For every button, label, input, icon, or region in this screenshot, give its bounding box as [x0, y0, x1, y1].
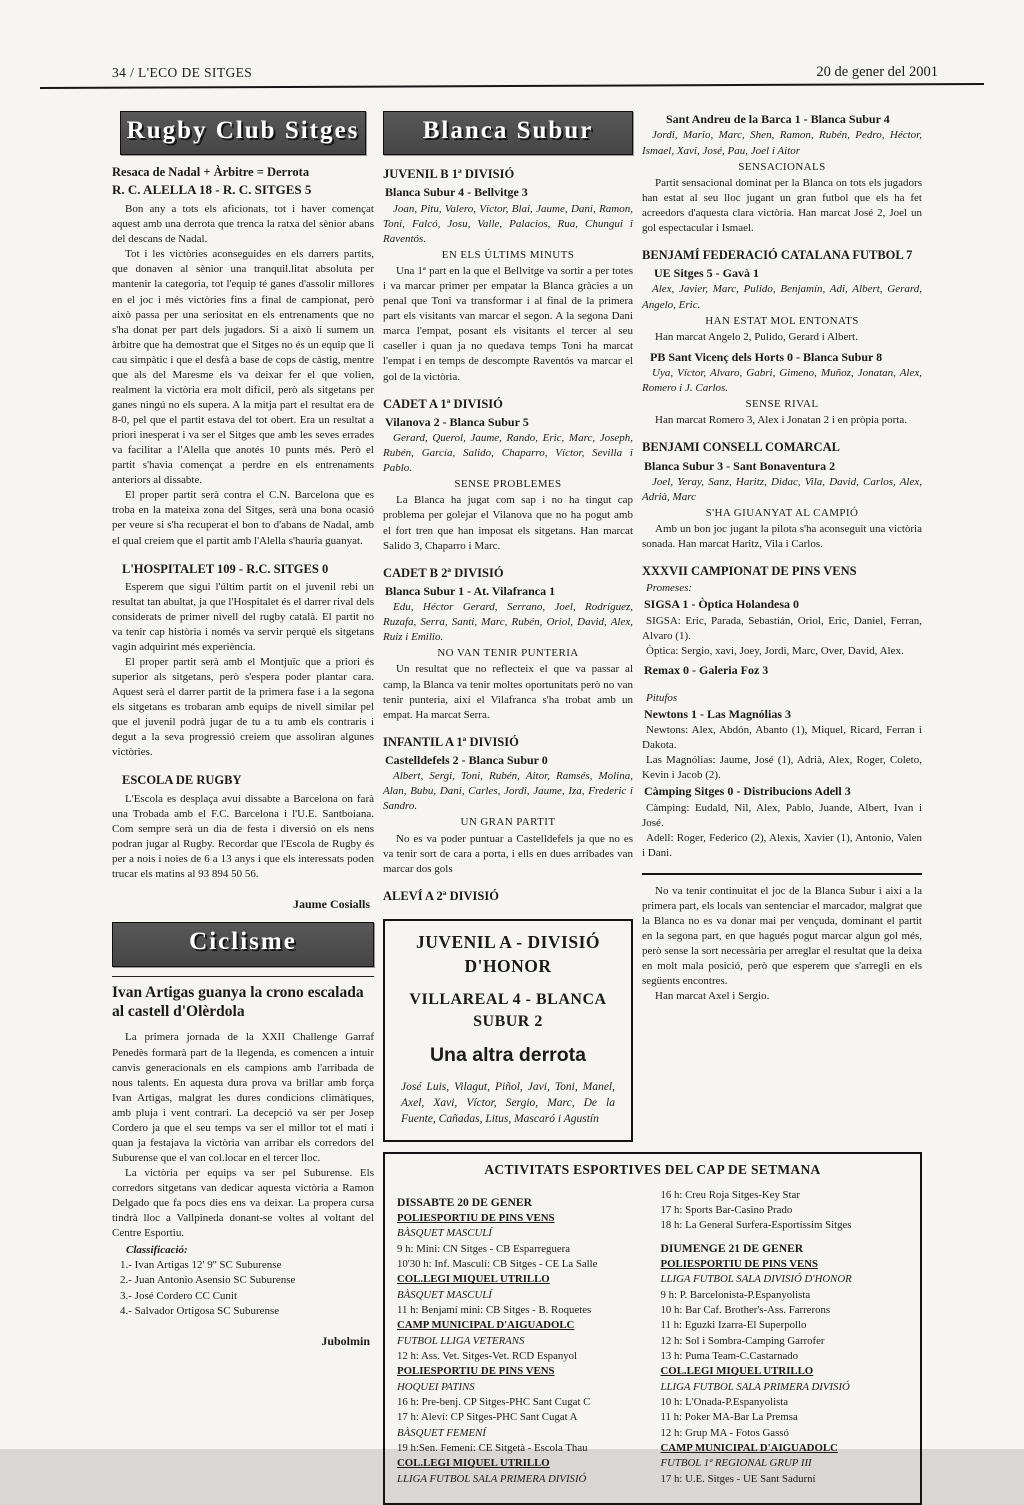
activities-sunday-column — [661, 1188, 909, 1487]
match-body: Un resultat que no reflecteix el que va passar al camp, la Blanca va tenir moltes oportunitats però no van tenir punteria, així el Vilafranca s'ha trobat amb un empat. Ha marcat Serra. — [383, 663, 633, 721]
match-score: UE Sitges 5 - Gavà 1 — [654, 266, 759, 280]
match-report-infantil-a — [383, 734, 633, 877]
activity-line: 16 h: Pre-benj. CP Sitges-PHC Sant Cugat C — [397, 1395, 591, 1408]
match-score: Remax 0 - Galeria Foz 3 — [644, 663, 769, 678]
match-subhead: EN ELS ÚLTIMS MINUTS — [441, 249, 575, 261]
match-score: Sant Andreu de la Barca 1 - Blanca Subur 4 — [666, 112, 890, 126]
promeses-label: Promeses: — [646, 582, 693, 595]
activity-line: LLIGA FUTBOL SALA PRIMERA DIVISIÓ — [660, 1380, 850, 1393]
match-score: SIGSA 1 - Òptica Holandesa 0 — [644, 597, 800, 612]
activity-line: HOQUEI PATINS — [397, 1380, 475, 1393]
match-body: Han marcat Romero 3, Alex i Jonatan 2 i en pròpia porta. — [655, 414, 908, 427]
activity-line: 10 h: Bar Caf. Brother's-Ass. Farrerons — [660, 1303, 831, 1316]
player-list: Gerard, Querol, Jaume, Rando, Eric, Marc, Joseph, Rubén, García, Salido, Chaparro, Víctor, Sevilla i Pablo. — [383, 432, 633, 475]
activity-line: CAMP MUNICIPAL D'AIGUADOLC — [660, 1441, 838, 1454]
match-body: La Blanca ha jugat com sap i no ha tingut cap problema per golejar el Vilanova que no ha pogut amb el fort tren que han imposat els sitgetans. Han marcat Salido 3, Chaparro i Marc. — [383, 494, 633, 552]
match-score: PB Sant Vicenç dels Horts 0 - Blanca Subur 8 — [650, 349, 883, 364]
feature-title: JUVENIL A - DIVISIÓ D'HONOR — [415, 931, 601, 976]
activity-line: BÀSQUET MASCULÍ — [397, 1227, 492, 1240]
activity-line: 11 h: Eguzki Izarra-El Superpollo — [660, 1319, 807, 1332]
activity-line: 10 h: L'Onada-P.Espanyolista — [660, 1395, 789, 1408]
team-line: Las Magnólias: Jaume, José (1), Adrià, Alex, Roger, Coleto, Kevin i Jacob (2). — [642, 754, 922, 782]
team-line: Òptica: Sergio, xavi, Joey, Jordi, Marc, Over, David, Alex. — [646, 645, 904, 657]
match-report-benjami-federacio — [642, 247, 922, 345]
team-line: Càmping: Eudald, Nil, Alex, Pablo, Juande, Albert, Ivan i José. — [642, 801, 922, 829]
player-list: Joel, Yeray, Sanz, Haritz, Didac, Vila, David, Carlos, Alex, Adrià, Marc — [642, 475, 922, 503]
match-report-cadet-a — [383, 396, 633, 554]
player-list: Edu, Héctor Gerard, Serrano, Joel, Rodríguez, Ruzafa, Serra, Santi, Marc, Rubén, Oriol, David, Alex, Ruiz i Emilio. — [383, 601, 633, 644]
campionat-title: XXXVII CAMPIONAT DE PINS VENS — [642, 564, 857, 579]
activity-line: POLIESPORTIU DE PINS VENS — [397, 1365, 555, 1378]
middle-column — [383, 111, 633, 1142]
rugby-paragraph: Bon any a tots els aficionats, tot i haver començat aquest amb una derrota que trenca la ratxa del sènior abans del descans de Nadal. — [112, 203, 374, 246]
rugby-byline: Jaume Cosialls — [292, 896, 370, 911]
match-body: Una 1ª part en la que el Bellvitge va sortir a per totes i va marcar primer per empatar la Blanca gràcies a un penal que Toni va transformar i al final de la primera part els visitants van marcar el segon. A la segona Dani marca l'empat, posant els visitants el tercer al seu caseller i quan ja no quedava temps Toni ha marcat l'empat i en temps de descompte Raventós va marcar el gol de la victòria. — [383, 265, 633, 383]
activity-line: POLIESPORTIU DE PINS VENS — [660, 1257, 819, 1270]
page-content — [112, 111, 922, 1505]
classification-list — [112, 1258, 374, 1318]
hospitalet-paragraph: Esperem que sigui l'últim partit on el juvenil rebi un resultat tan abultat, ja que l'Hospitalet és el darrer rival dels considerats de primer nivell del rugby català. El partit no va tenir cap història i només va servir perquè els sitgetans vagin adquirint més experiència. — [112, 580, 374, 653]
activity-line: 9 h: P. Barcelonista-P.Espanyolista — [660, 1288, 811, 1301]
classification-entry: 4.- Salvador Ortigosa SC Suburense — [120, 1304, 280, 1317]
activity-line: FUTBOL LLIGA VETERANS — [397, 1334, 525, 1347]
ciclisme-section-banner: Ciclisme — [112, 922, 374, 966]
ciclisme-byline: Jubolmin — [321, 1333, 370, 1348]
activity-line: 12 h: Grup MA - Fotos Gassó — [660, 1426, 789, 1439]
match-body: No es va poder puntuar a Castelldefels ja que no es va tenir sort de cara a porta, i ells en dues arribades van marcar dos gols — [383, 832, 633, 875]
activity-line: 11 h: Benjamí mini: CB Sitges - B. Roquetes — [397, 1303, 592, 1316]
activity-line: 17 h: Aleví: CP Sitges-PHC Sant Cugat A — [397, 1411, 578, 1424]
match-category: CADET B 2ª DIVISIÓ — [383, 565, 504, 580]
match-score: Blanca Subur 1 - At. Vilafranca 1 — [385, 583, 556, 598]
right-column — [642, 111, 922, 1142]
activity-line: COL.LEGI MIQUEL UTRILLO — [660, 1365, 814, 1378]
match-report-juvenil-b — [383, 166, 633, 384]
match-category: INFANTIL A 1ª DIVISIÓ — [383, 734, 519, 749]
match-report-sant-andreu — [642, 111, 922, 236]
activity-line: 17 h: U.E. Sitges - UE Sant Sadurní — [660, 1472, 816, 1485]
match-subhead: S'HA GIUANYAT AL CAMPIÓ — [705, 507, 859, 520]
ciclisme-paragraph: La victòria per equips va ser pel Suburense. Els corredors sitgetans van dedicar aquesta victòria a Ramon Delgado que fa pocs dies ens va deixar. La propera cursa tindrà lloc a Vallpineda donant-se voltes al voltant del Centre Esportiu. — [112, 1167, 374, 1240]
match-body: Han marcat Angelo 2, Pulido, Gerard i Albert. — [655, 330, 858, 343]
team-line: SIGSA: Eric, Parada, Sebastián, Oriol, Eric, Daniel, Ferran, Alvaro (1). — [642, 614, 922, 642]
rugby-lead-score: R. C. ALELLA 18 - R. C. SITGES 5 — [112, 182, 312, 198]
match-category: BENJAMÍ FEDERACIÓ CATALANA FUTBOL 7 — [642, 247, 913, 262]
activity-line: BÀSQUET MASCULÍ — [397, 1288, 492, 1301]
activity-line: CAMP MUNICIPAL D'AIGUADOLC — [397, 1319, 575, 1332]
activity-line: 16 h: Creu Roja Sitges-Key Star — [660, 1188, 800, 1201]
rugby-section-banner: Rugby Club Sitges — [120, 111, 366, 155]
juvenil-a-feature — [383, 919, 633, 1142]
match-subhead: NO VAN TENIR PUNTERIA — [437, 647, 579, 660]
activity-line: COL.LEGI MIQUEL UTRILLO — [397, 1273, 550, 1286]
activity-line: 17 h: Sports Bar-Casino Prado — [660, 1203, 793, 1216]
match-body: Amb un bon joc jugant la pilota s'ha aconseguit una victòria sonada. Han marcat Haritz, Vila i Carlos. — [642, 523, 922, 551]
match-subhead: SENSE PROBLEMES — [454, 478, 562, 491]
activity-line: 12 h: Sol i Sombra-Camping Garrofer — [660, 1334, 825, 1347]
ciclisme-headline: Ivan Artigas guanya la crono escalada al castell d'Olèrdola — [112, 983, 364, 1020]
rugby-paragraph: El proper partit serà contra el C.N. Barcelona que es troba en la mateixa zona del Sitges, serà una bona ocasió per veure si s'ha recuperat el bon to d'abans de Nadal, amb el qual creiem que el partit amb l'Alella s'hauria guanyat. — [112, 489, 374, 547]
match-score: Castelldefels 2 - Blanca Subur 0 — [385, 752, 548, 767]
escola-title: ESCOLA DE RUGBY — [122, 773, 242, 788]
ciclisme-rule — [112, 976, 374, 977]
match-report-benjami-consell — [642, 439, 922, 552]
player-list: Albert, Sergi, Toni, Rubén, Aitor, Ramsés, Molina, Alan, Bubu, Dani, Carles, Jordi, Jaume, Iza, Frederic i Sandro. — [383, 770, 633, 813]
rugby-lead-title: Resaca de Nadal + Àrbitre = Derrota — [112, 165, 310, 180]
player-list: Alex, Javier, Marc, Pulido, Benjamín, Adi, Albert, Gerard, Angelo, Eric. — [642, 283, 922, 311]
ciclisme-paragraph: La primera jornada de la XXII Challenge Garraf Penedès formarà part de la llegenda, es comencen a intuir canvis generacionals en els campions amb l'arribada de nous talents. En aquesta dura prova va brillar amb força Ivan Artigas, malgrat les dures condicions climàtiques, amb pluja i vent contrari. La decepció va ser per Josep Cordero ja que el seu temps va ser el millor tot el matí i quan ja festajava la victòria van arribar els corredors del Suburense que el van col.locar en el tercer lloc. — [112, 1031, 374, 1164]
rugby-paragraph: Tot i les victòries aconseguides en els darrers partits, que donaven al sènior una tranquil.litat absoluta per mantenir la categoria, tot l'equip té ganes d'assolir millores en el joc i més victòries fins a final de campionat, però això passa per una seriositat en els entrenaments que no s'ha donat per part dels jugadors. Si a això li sumem un àrbitre que ha demostrat que el Sitges no és un equip que li cau simpàtic i que el desfà a base de cops de càstig, mentre que als del Maresme els va deixar fer el que volien, realment la victòria era molt difícil, però als sitgetans per ganes ningú no els supera. A la mitja part el resultat era de 8-0, pel que el partit estava del tot obert. Era un resultat a priori inesperat i va ser el Sitges que amb les seves errades va facilitar a l'Alella que anotés 10 punts més. Però el partit s'havia començat a perdre en els entrenaments anteriors al dissabte. — [112, 248, 374, 487]
escola-paragraph: L'Escola es desplaça avui dissabte a Barcelona on farà una Trobada amb el F.C. Barcelona i l'U.E. Santboiana. Com sempre serà un dia de festa i diversió on els nens podran jugar al Rugby. Recordar que l'Escola de Rugby és per a nois i noies de 6 a 13 anys i que els interessats poden trucar els matins al 93 894 50 56. — [112, 792, 374, 880]
activity-line: COL.LEGI MIQUEL UTRILLO — [397, 1457, 550, 1470]
activity-line: LLIGA FUTBOL SALA DIVISIÓ D'HONOR — [660, 1273, 852, 1286]
activity-line: 13 h: Puma Team-C.Castarnado — [660, 1349, 799, 1362]
activity-line: 10'30 h: Inf. Masculí: CB Sitges - CE La Salle — [397, 1257, 598, 1270]
left-column — [112, 111, 374, 1505]
activities-saturday-column — [397, 1188, 645, 1487]
hospitalet-score: L'HOSPITALET 109 - R.C. SITGES 0 — [122, 561, 329, 576]
team-line: Adell: Roger, Federico (2), Alexis, Xavier (1), Antonio, Valen i Dani. — [642, 831, 922, 859]
match-score: Newtons 1 - Las Magnólias 3 — [644, 706, 792, 721]
activities-columns — [397, 1188, 908, 1487]
activity-line: LLIGA FUTBOL SALA PRIMERA DIVISIÓ — [397, 1472, 587, 1485]
closing-scorers: Han marcat Axel i Sergio. — [655, 990, 770, 1003]
classification-entry: 1.- Ivan Artigas 12' 9'' SC Suburense — [120, 1259, 282, 1272]
activity-line: POLIESPORTIU DE PINS VENS — [397, 1211, 555, 1224]
campionat-pins-vens — [642, 563, 922, 861]
classification-label: Classificació: — [126, 1244, 188, 1257]
team-line: Newtons: Alex, Abdón, Abanto (1), Miquel, Ricard, Ferran i Dakota. — [642, 724, 922, 752]
match-subhead: HAN ESTAT MOL ENTONATS — [705, 314, 859, 327]
match-category: JUVENIL B 1ª DIVISIÓ — [383, 167, 515, 182]
match-body: Partit sensacional dominat per la Blanca on tots els jugadors han estat al seu lloc jugant un gran futbol que els ha fet acreedors d'aquesta clara victòria. Han marcat José 2, Joel un gol espectacular i Ismael. — [642, 176, 922, 234]
weekend-activities-box — [383, 1152, 922, 1505]
player-list: Joan, Pitu, Valero, Víctor, Blai, Jaume, Dani, Ramon, Toni, Falcó, Josu, Valle, Palacios, Rua, Chungui i Raventós. — [383, 202, 633, 245]
blanca-subur-section-banner: Blanca Subur — [383, 111, 633, 155]
match-category: BENJAMI CONSELL COMARCAL — [642, 440, 840, 455]
match-subhead: SENSACIONALS — [738, 160, 826, 173]
juvenil-a-closing-report — [642, 873, 922, 1005]
pitufos-label: Pitufos — [646, 691, 678, 704]
activity-line: FUTBOL 1ª REGIONAL GRUP III — [660, 1457, 812, 1470]
match-subhead: SENSE RIVAL — [745, 398, 819, 411]
activities-title: ACTIVITATS ESPORTIVES DEL CAP DE SETMANA — [484, 1161, 821, 1177]
alevi-category: ALEVÍ A 2ª DIVISIÓ — [383, 888, 499, 903]
feature-player-list: José Luis, Vilagut, Piñol, Javi, Toni, Manel, Axel, Xavi, Víctor, Sergio, Marc, De la Fuente, Cañadas, Litus, Mascaró i Agustín — [401, 1081, 615, 1125]
activity-line: 12 h: Ass. Vet. Sitges-Vet. RCD Espanyol — [397, 1349, 578, 1362]
issue-date: 20 de gener del 2001 — [816, 64, 938, 80]
match-score: Càmping Sitges 0 - Distribucions Adell 3 — [644, 784, 851, 799]
activity-line: DIUMENGE 21 DE GENER — [660, 1241, 804, 1255]
player-list: Jordi, Mario, Marc, Shen, Ramon, Rubén, Pedro, Héctor, Ismael, Xavi, José, Pau, Joel i Aitor — [642, 129, 922, 157]
activity-line: 19 h:Sen. Femení: CE Sitgetà - Escola Thau — [397, 1441, 588, 1454]
activity-line: BÀSQUET FEMENÍ — [397, 1426, 486, 1439]
activity-line: 18 h: La General Surfera-Esportíssim Sitges — [660, 1219, 852, 1232]
match-score: Vilanova 2 - Blanca Subur 5 — [385, 414, 529, 429]
closing-paragraph: No va tenir continuitat el joc de la Blanca Subur i així a la primera part, els locals van sentenciar el marcador, malgrat que la Blanca no es va donar mai per vençuda, dominant el partit en la segona part, en que hagués pogut marcar algun gol més, però sense la sort necessària per arreglar el resultat que la deixa en molt mala posició, però que esperem que s'arregli en els següents encontres. — [642, 884, 922, 988]
feature-subtitle: Una altra derrota — [429, 1043, 587, 1066]
activity-line: DISSABTE 20 DE GENER — [397, 1195, 532, 1209]
match-category: CADET A 1ª DIVISIÓ — [383, 396, 503, 411]
match-score: Blanca Subur 4 - Bellvitge 3 — [385, 185, 528, 200]
activity-line: 9 h: Mini: CN Sitges - CB Esparreguera — [397, 1242, 571, 1255]
feature-score: VILLAREAL 4 - BLANCA SUBUR 2 — [409, 990, 607, 1030]
match-report-pb-sant-vicenc — [642, 349, 922, 429]
match-report-cadet-b — [383, 565, 633, 723]
match-score: Blanca Subur 3 - Sant Bonaventura 2 — [644, 458, 836, 473]
page-number-title: 34 / L'ECO DE SITGES — [112, 65, 253, 80]
match-subhead: UN GRAN PARTIT — [460, 816, 556, 829]
player-list: Uya, Víctor, Alvaro, Gabri, Gimeno, Muñoz, Jonatan, Alex, Romero i J. Carlos. — [642, 367, 922, 395]
classification-entry: 3.- José Cordero CC Cunit — [120, 1289, 238, 1302]
hospitalet-paragraph: El proper partit serà amb el Montjuïc que a priori és superior als sitgetans, però s'espera poder plantar cara. Aquest serà el darrer partit de la primera fase i a la segona els sitgetans es trobaran amb equips de nivell similar pel que el juvenil podrà jugar de tu a tu amb els contraris i degut a la seva progressió creiem que assoliran algunes victòries. — [112, 656, 374, 759]
masthead — [0, 0, 1024, 84]
classification-entry: 2.- Juan Antonio Asensio SC Suburense — [120, 1274, 296, 1287]
activity-line: 11 h: Poker MA-Bar La Premsa — [660, 1411, 798, 1424]
